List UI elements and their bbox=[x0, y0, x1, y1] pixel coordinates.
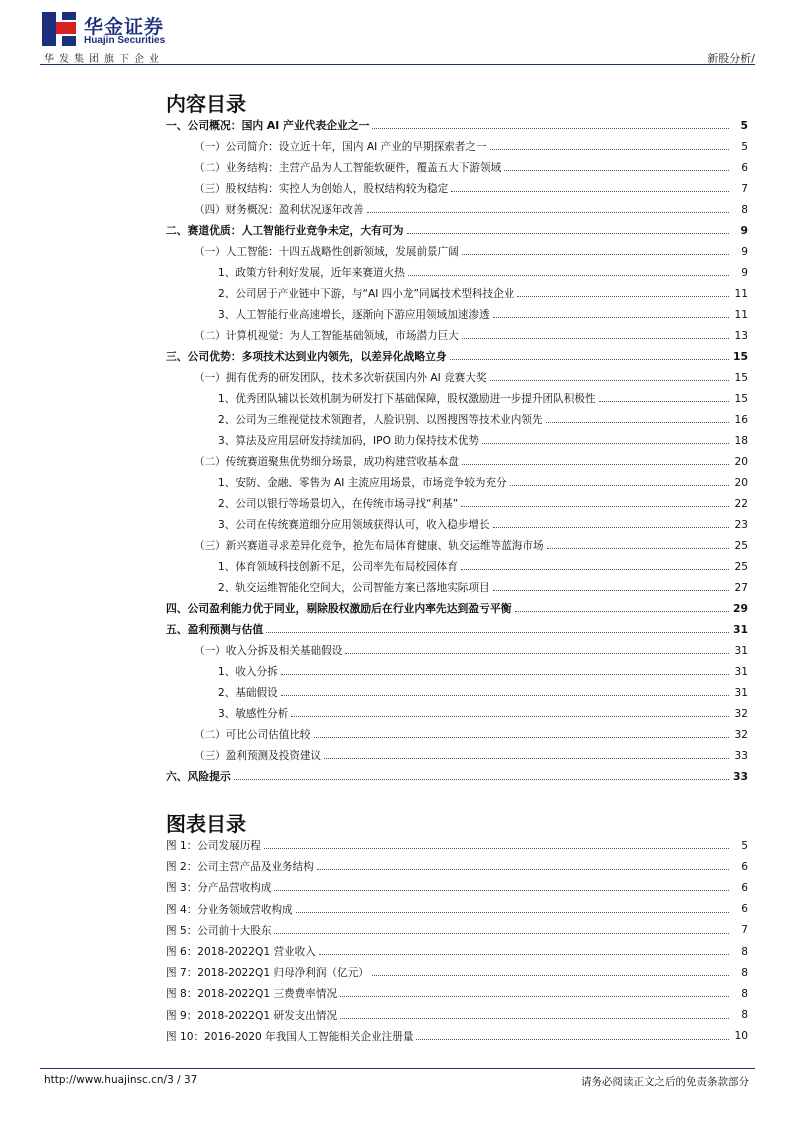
footer-url-link[interactable]: http://www.huajinsc.cn/3 / 37 bbox=[44, 1074, 198, 1086]
dot-leader bbox=[372, 128, 729, 129]
toc-entry-label: 1、安防、金融、零售为 AI 主流应用场景，市场竞争较为充分 bbox=[218, 477, 507, 489]
figure-entry[interactable] bbox=[166, 835, 748, 856]
toc-entry-label: 1、政策方针利好发展，近年来赛道火热 bbox=[218, 267, 405, 279]
toc-entry[interactable] bbox=[166, 451, 748, 472]
figures-list bbox=[166, 835, 748, 1047]
toc-entry-label: 2、公司居于产业链中下游，与“AI 四小龙”同属技术型科技企业 bbox=[218, 288, 515, 300]
toc-entry-label: 2、公司为三维视觉技术领跑者，人脸识别、以图搜图等技术业内领先 bbox=[218, 414, 543, 426]
toc-entry[interactable] bbox=[166, 262, 748, 283]
toc-entry[interactable] bbox=[166, 409, 748, 430]
toc-entry-label: 3、敏感性分析 bbox=[218, 708, 289, 720]
toc-entry-label: 2、基础假设 bbox=[218, 687, 278, 699]
toc-entry-label: 1、收入分拆 bbox=[218, 666, 278, 678]
toc-entry[interactable] bbox=[166, 367, 748, 388]
toc-entry-label: （二）业务结构：主营产品为人工智能软硬件，覆盖五大下游领域 bbox=[194, 162, 502, 174]
dot-leader bbox=[416, 1039, 729, 1040]
figure-entry[interactable] bbox=[166, 920, 748, 941]
toc-entry-page: 27 bbox=[734, 581, 748, 594]
figure-entry-label: 图 5：公司前十大股东 bbox=[166, 924, 272, 937]
toc-entry-page: 7 bbox=[741, 182, 748, 195]
dot-leader bbox=[599, 401, 729, 402]
toc-entry-label: 2、轨交运维智能化空间大，公司智能方案已落地实际项目 bbox=[218, 582, 490, 594]
figure-entry[interactable] bbox=[166, 941, 748, 962]
dot-leader bbox=[482, 443, 729, 444]
footer-divider bbox=[40, 1068, 755, 1069]
toc-entry[interactable] bbox=[166, 220, 748, 241]
dot-leader bbox=[462, 338, 729, 339]
figure-entry[interactable] bbox=[166, 899, 748, 920]
toc-entry-page: 5 bbox=[741, 140, 748, 153]
figure-entry[interactable] bbox=[166, 1026, 748, 1047]
toc-title: 内容目录 bbox=[166, 92, 246, 116]
toc-entry-page: 15 bbox=[732, 350, 748, 363]
dot-leader bbox=[324, 758, 729, 759]
footer-disclaimer: 请务必阅读正文之后的免责条款部分 bbox=[581, 1076, 749, 1088]
toc-entry[interactable] bbox=[166, 745, 748, 766]
toc-entry-label: 1、优秀团队辅以长效机制为研发打下基础保障，股权激励进一步提升团队积极性 bbox=[218, 393, 596, 405]
toc-entry-label: （三）股权结构：实控人为创始人，股权结构较为稳定 bbox=[194, 183, 449, 195]
toc-entry-label: 一、公司概况：国内 AI 产业代表企业之一 bbox=[166, 119, 370, 132]
toc-entry[interactable] bbox=[166, 661, 748, 682]
toc-entry[interactable] bbox=[166, 136, 748, 157]
toc-entry-label: 3、人工智能行业高速增长，逐渐向下游应用领域加速渗透 bbox=[218, 309, 490, 321]
toc-entry[interactable] bbox=[166, 241, 748, 262]
toc-entry[interactable] bbox=[166, 514, 748, 535]
dot-leader bbox=[451, 191, 729, 192]
dot-leader bbox=[461, 506, 729, 507]
dot-leader bbox=[372, 975, 729, 976]
dot-leader bbox=[317, 869, 729, 870]
dot-leader bbox=[274, 890, 729, 891]
dot-leader bbox=[493, 317, 729, 318]
toc-entry[interactable] bbox=[166, 577, 748, 598]
toc-entry-page: 22 bbox=[734, 497, 748, 510]
toc-entry-label: 六、风险提示 bbox=[166, 770, 231, 783]
toc-entry-page: 18 bbox=[734, 434, 748, 447]
toc-entry-label: 2、公司以银行等场景切入，在传统市场寻找“利基” bbox=[218, 498, 459, 510]
dot-leader bbox=[281, 674, 729, 675]
toc-entry-page: 8 bbox=[741, 203, 748, 216]
toc-entry-label: （二）可比公司估值比较 bbox=[194, 729, 311, 741]
figure-entry-page: 6 bbox=[741, 903, 748, 916]
toc-entry-page: 25 bbox=[734, 560, 748, 573]
figure-entry-page: 6 bbox=[741, 860, 748, 873]
figure-entry[interactable] bbox=[166, 983, 748, 1004]
dot-leader bbox=[546, 422, 729, 423]
toc-entry-label: （二）计算机视觉：为人工智能基础领域，市场潜力巨大 bbox=[194, 330, 459, 342]
figure-entry-page: 8 bbox=[741, 945, 748, 958]
dot-leader bbox=[490, 149, 729, 150]
toc-entry[interactable] bbox=[166, 304, 748, 325]
toc-entry-label: （三）盈利预测及投资建议 bbox=[194, 750, 322, 762]
toc-list bbox=[166, 115, 748, 787]
toc-entry[interactable] bbox=[166, 325, 748, 346]
toc-entry-page: 31 bbox=[732, 623, 748, 636]
page-header bbox=[40, 6, 755, 68]
toc-entry-label: 三、公司优势：多项技术达到业内领先，以差异化战略立身 bbox=[166, 350, 447, 363]
toc-entry-label: （一）公司简介：设立近十年，国内 AI 产业的早期探索者之一 bbox=[194, 141, 487, 153]
toc-entry[interactable] bbox=[166, 388, 748, 409]
dot-leader bbox=[340, 996, 729, 997]
dot-leader bbox=[462, 464, 729, 465]
toc-entry-page: 31 bbox=[734, 686, 748, 699]
dot-leader bbox=[408, 275, 729, 276]
dot-leader bbox=[493, 527, 729, 528]
dot-leader bbox=[340, 1018, 729, 1019]
toc-entry-page: 29 bbox=[732, 602, 748, 615]
toc-entry[interactable] bbox=[166, 535, 748, 556]
toc-entry[interactable] bbox=[166, 283, 748, 304]
toc-entry[interactable] bbox=[166, 199, 748, 220]
dot-leader bbox=[314, 737, 729, 738]
toc-entry-page: 32 bbox=[734, 707, 748, 720]
figure-entry-label: 图 6：2018-2022Q1 营业收入 bbox=[166, 946, 316, 959]
toc-entry[interactable] bbox=[166, 430, 748, 451]
figure-entry-label: 图 1：公司发展历程 bbox=[166, 840, 261, 853]
dot-leader bbox=[367, 212, 730, 213]
toc-entry-label: 二、赛道优质：人工智能行业竞争未定，大有可为 bbox=[166, 224, 404, 237]
figure-entry-page: 7 bbox=[741, 924, 748, 937]
figure-entry-page: 8 bbox=[741, 1009, 748, 1022]
toc-entry-label: （一）拥有优秀的研发团队，技术多次斩获国内外 AI 竞赛大奖 bbox=[194, 372, 487, 384]
dot-leader bbox=[234, 779, 729, 780]
figure-entry[interactable] bbox=[166, 962, 748, 983]
dot-leader bbox=[461, 569, 729, 570]
toc-entry-page: 15 bbox=[734, 392, 748, 405]
toc-entry-label: （一）人工智能：十四五战略性创新领域，发展前景广阔 bbox=[194, 246, 459, 258]
toc-entry-page: 11 bbox=[734, 287, 748, 300]
figure-entry-label: 图 7：2018-2022Q1 归母净利润（亿元） bbox=[166, 967, 369, 980]
toc-entry-page: 11 bbox=[734, 308, 748, 321]
figure-entry-label: 图 9：2018-2022Q1 研发支出情况 bbox=[166, 1009, 338, 1022]
toc-entry-page: 23 bbox=[734, 518, 748, 531]
toc-entry-label: 3、算法及应用层研发持续加码，IPO 助力保持技术优势 bbox=[218, 435, 480, 447]
toc-entry[interactable] bbox=[166, 724, 748, 745]
figure-entry-label: 图 4：分业务领域营收构成 bbox=[166, 903, 293, 916]
dot-leader bbox=[345, 653, 729, 654]
toc-entry-label: （四）财务概况：盈利状况逐年改善 bbox=[194, 204, 364, 216]
figure-entry-page: 8 bbox=[741, 987, 748, 1000]
toc-entry[interactable] bbox=[166, 598, 748, 619]
dot-leader bbox=[504, 170, 729, 171]
toc-entry[interactable] bbox=[166, 703, 748, 724]
toc-entry-label: 1、体育领域科技创新不足，公司率先布局校园体育 bbox=[218, 561, 458, 573]
brand-slogan: 华发集团旗下企业 bbox=[44, 54, 164, 65]
toc-entry-page: 9 bbox=[741, 266, 748, 279]
figure-entry[interactable] bbox=[166, 1005, 748, 1026]
figure-entry-page: 5 bbox=[741, 839, 748, 852]
brand-name-en: Huajin Securities bbox=[84, 35, 166, 46]
toc-entry[interactable] bbox=[166, 619, 748, 640]
dot-leader bbox=[407, 233, 729, 234]
dot-leader bbox=[281, 695, 729, 696]
figure-entry[interactable] bbox=[166, 877, 748, 898]
toc-entry[interactable] bbox=[166, 766, 748, 787]
toc-entry-page: 33 bbox=[732, 770, 748, 783]
toc-entry-label: （一）收入分拆及相关基础假设 bbox=[194, 645, 343, 657]
toc-entry-label: 五、盈利预测与估值 bbox=[166, 623, 264, 636]
dot-leader bbox=[291, 716, 729, 717]
toc-entry-page: 5 bbox=[740, 119, 748, 132]
toc-entry-page: 31 bbox=[734, 665, 748, 678]
toc-entry-page: 6 bbox=[741, 161, 748, 174]
figure-entry-page: 8 bbox=[741, 966, 748, 979]
dot-leader bbox=[490, 380, 729, 381]
toc-entry-page: 13 bbox=[734, 329, 748, 342]
dot-leader bbox=[319, 954, 729, 955]
dot-leader bbox=[264, 848, 729, 849]
toc-entry-label: 3、公司在传统赛道细分应用领域获得认可，收入稳步增长 bbox=[218, 519, 490, 531]
toc-entry[interactable] bbox=[166, 640, 748, 661]
toc-entry-label: （二）传统赛道聚焦优势细分场景，成功构建营收基本盘 bbox=[194, 456, 459, 468]
toc-entry-page: 9 bbox=[740, 224, 748, 237]
figure-entry-label: 图 10：2016-2020 年我国人工智能相关企业注册量 bbox=[166, 1030, 414, 1043]
figure-entry-page: 10 bbox=[734, 1030, 748, 1043]
dot-leader bbox=[296, 912, 729, 913]
dot-leader bbox=[450, 359, 729, 360]
brand-name-cn: 华金证券 bbox=[84, 16, 165, 38]
toc-entry[interactable] bbox=[166, 556, 748, 577]
figure-entry-label: 图 3：分产品营收构成 bbox=[166, 882, 272, 895]
toc-entry-label: 四、公司盈利能力优于同业，剔除股权激励后在行业内率先达到盈亏平衡 bbox=[166, 602, 512, 615]
figure-entry-label: 图 2：公司主营产品及业务结构 bbox=[166, 861, 314, 874]
toc-entry-page: 33 bbox=[734, 749, 748, 762]
dot-leader bbox=[517, 296, 729, 297]
toc-entry-label: （三）新兴赛道寻求差异化竞争，抢先布局体育健康、轨交运维等蓝海市场 bbox=[194, 540, 544, 552]
dot-leader bbox=[515, 611, 730, 612]
toc-entry[interactable] bbox=[166, 472, 748, 493]
toc-entry-page: 20 bbox=[734, 455, 748, 468]
dot-leader bbox=[493, 590, 729, 591]
toc-entry-page: 31 bbox=[734, 644, 748, 657]
toc-entry[interactable] bbox=[166, 346, 748, 367]
dot-leader bbox=[266, 632, 729, 633]
figures-title: 图表目录 bbox=[166, 812, 246, 836]
toc-entry[interactable] bbox=[166, 157, 748, 178]
toc-entry-page: 32 bbox=[734, 728, 748, 741]
toc-entry[interactable] bbox=[166, 493, 748, 514]
figure-entry[interactable] bbox=[166, 856, 748, 877]
toc-entry-page: 15 bbox=[734, 371, 748, 384]
dot-leader bbox=[462, 254, 729, 255]
toc-entry[interactable] bbox=[166, 178, 748, 199]
dot-leader bbox=[547, 548, 729, 549]
toc-entry-page: 20 bbox=[734, 476, 748, 489]
toc-entry[interactable] bbox=[166, 115, 748, 136]
header-divider bbox=[40, 64, 755, 65]
figure-entry-label: 图 8：2018-2022Q1 三费费率情况 bbox=[166, 988, 338, 1001]
report-type: 新股分析/ bbox=[707, 52, 755, 65]
toc-entry-page: 16 bbox=[734, 413, 748, 426]
toc-entry-page: 9 bbox=[741, 245, 748, 258]
figure-entry-page: 6 bbox=[741, 881, 748, 894]
dot-leader bbox=[274, 933, 729, 934]
dot-leader bbox=[510, 485, 729, 486]
toc-entry-page: 25 bbox=[734, 539, 748, 552]
huajin-logo-icon bbox=[42, 12, 76, 46]
toc-entry[interactable] bbox=[166, 682, 748, 703]
